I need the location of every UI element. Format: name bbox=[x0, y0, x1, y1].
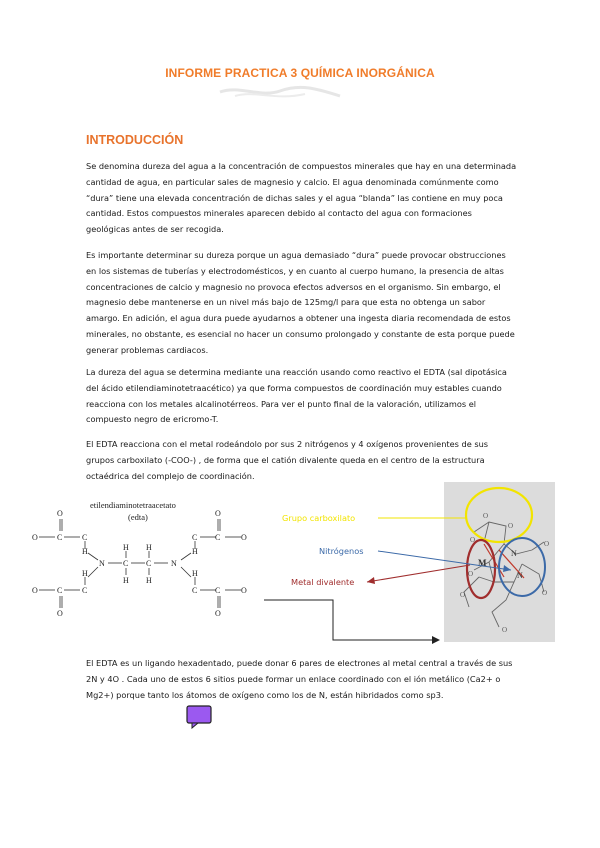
label-carboxyl-group: Grupo carboxilato bbox=[282, 513, 356, 523]
metal-arrow bbox=[367, 565, 470, 582]
section-heading: INTRODUCCIÓN bbox=[86, 133, 184, 147]
metal-highlight bbox=[467, 540, 495, 598]
structure-subtitle: (edta) bbox=[128, 512, 148, 522]
atom-label: H bbox=[123, 543, 129, 552]
atom-label: H bbox=[82, 569, 88, 578]
atom-label: H bbox=[192, 547, 198, 556]
atom-label: O bbox=[215, 509, 221, 518]
atom-label: C bbox=[82, 586, 88, 595]
atom-label: C bbox=[57, 533, 63, 542]
atom-label: O bbox=[241, 533, 247, 542]
document-title: INFORME PRACTICA 3 QUÍMICA INORGÁNICA bbox=[165, 66, 435, 80]
atom-label: N bbox=[171, 559, 177, 568]
svg-text:O: O bbox=[502, 626, 508, 634]
paragraph: El EDTA reacciona con el metal rodeándolo por sus 2 nitrógenos y 4 oxígenos provenientes de sus grupos carboxilato (-COO-) , de forma que el catión divalente queda en el centro de la estructura octaédrica del complejo de coordinación. bbox=[86, 439, 489, 481]
atom-label: C bbox=[57, 586, 63, 595]
atom-label: O bbox=[57, 609, 63, 618]
atom-label: C bbox=[146, 559, 152, 568]
label-nitrogens: Nitrógenos bbox=[319, 546, 364, 556]
atom-label: H bbox=[123, 576, 129, 585]
paragraph: Se denomina dureza del agua a la concentración de compuestos minerales que hay en una determinada cantidad de agua, en particular sales de magnesio y calcio. El agua denominada comúnmente como “dura” tiene una elevada concentración de dichas sales y el agua “blanda” las contiene en muy poca cantidad. Estos compuestos minerales aparecen debido al contacto del agua con formaciones geológicas antes de ser recogida. bbox=[86, 161, 517, 235]
svg-text:O: O bbox=[483, 512, 489, 520]
atom-label: C bbox=[123, 559, 129, 568]
paragraph: La dureza del agua se determina mediante una reacción usando como reactivo el EDTA (sal dipotásica del ácido etilendiaminotetraacético) ya que forma compuestos de coordinación muy estables cuando reacciona con los metales alcalinotérreos. Para ver el punto final de la valoración, utilizamos el compuesto negro de ericromo-T. bbox=[86, 367, 507, 425]
atom-label: H bbox=[146, 543, 152, 552]
svg-text:O: O bbox=[542, 589, 548, 597]
atom-label: O bbox=[241, 586, 247, 595]
atom-label: O bbox=[32, 533, 38, 542]
atom-label: H bbox=[82, 547, 88, 556]
metal-atom-label: M bbox=[478, 558, 487, 568]
svg-text:O: O bbox=[544, 540, 550, 548]
atom-label: C bbox=[215, 586, 221, 595]
atom-label: H bbox=[192, 569, 198, 578]
svg-text:O: O bbox=[470, 536, 476, 544]
atom-label: C bbox=[192, 533, 198, 542]
atom-label: O bbox=[32, 586, 38, 595]
atom-label: N bbox=[99, 559, 105, 568]
connector-arrow bbox=[264, 600, 434, 640]
atom-label: H bbox=[146, 576, 152, 585]
paragraph: Es importante determinar su dureza porque un agua demasiado “dura” puede provocar obstrucciones en los sistemas de tuberías y electrodomésticos, y en cuanto al cuerpo humano, la presencia de altas concentraciones de calcio y magnesio no provoca efectos adversos en el organismo. Sin embargo, el magnesio debe mantenerse en un nivel más bajo de 125mg/l para que esta no obtenga un sabor amargo. En adición, el agua dura puede ayudarnos a obtener una ingesta diaria recomendada de estos minerales, no obstante, es esencial no hacer un consumo prolongado y constante de esta porque puede generar problemas cardiacos. bbox=[86, 250, 515, 355]
structure-title: etilendiaminotetraacetato bbox=[90, 500, 176, 510]
atom-label: N bbox=[517, 571, 523, 580]
svg-text:O: O bbox=[468, 570, 474, 578]
atom-label: O bbox=[57, 509, 63, 518]
carboxyl-highlight bbox=[466, 488, 532, 542]
atom-label: C bbox=[82, 533, 88, 542]
paragraph: El EDTA es un ligando hexadentado, puede donar 6 pares de electrones al metal central a través de sus 2N y 4O . Cada uno de estos 6 sitios puede formar un enlace coordinado con el ión metálico (Ca2+ o Mg2+) porque tanto los átomos de oxígeno como los de N, están hibridados como sp3. bbox=[86, 658, 513, 700]
atom-label: N bbox=[511, 549, 517, 558]
nitrogen-arrow bbox=[378, 551, 511, 570]
atom-label: C bbox=[215, 533, 221, 542]
speech-bubble-icon[interactable] bbox=[186, 705, 212, 729]
label-divalent-metal: Metal divalente bbox=[291, 577, 355, 587]
svg-text:O: O bbox=[508, 522, 514, 530]
svg-text:O: O bbox=[460, 591, 466, 599]
atom-label: O bbox=[215, 609, 221, 618]
atom-label: C bbox=[192, 586, 198, 595]
